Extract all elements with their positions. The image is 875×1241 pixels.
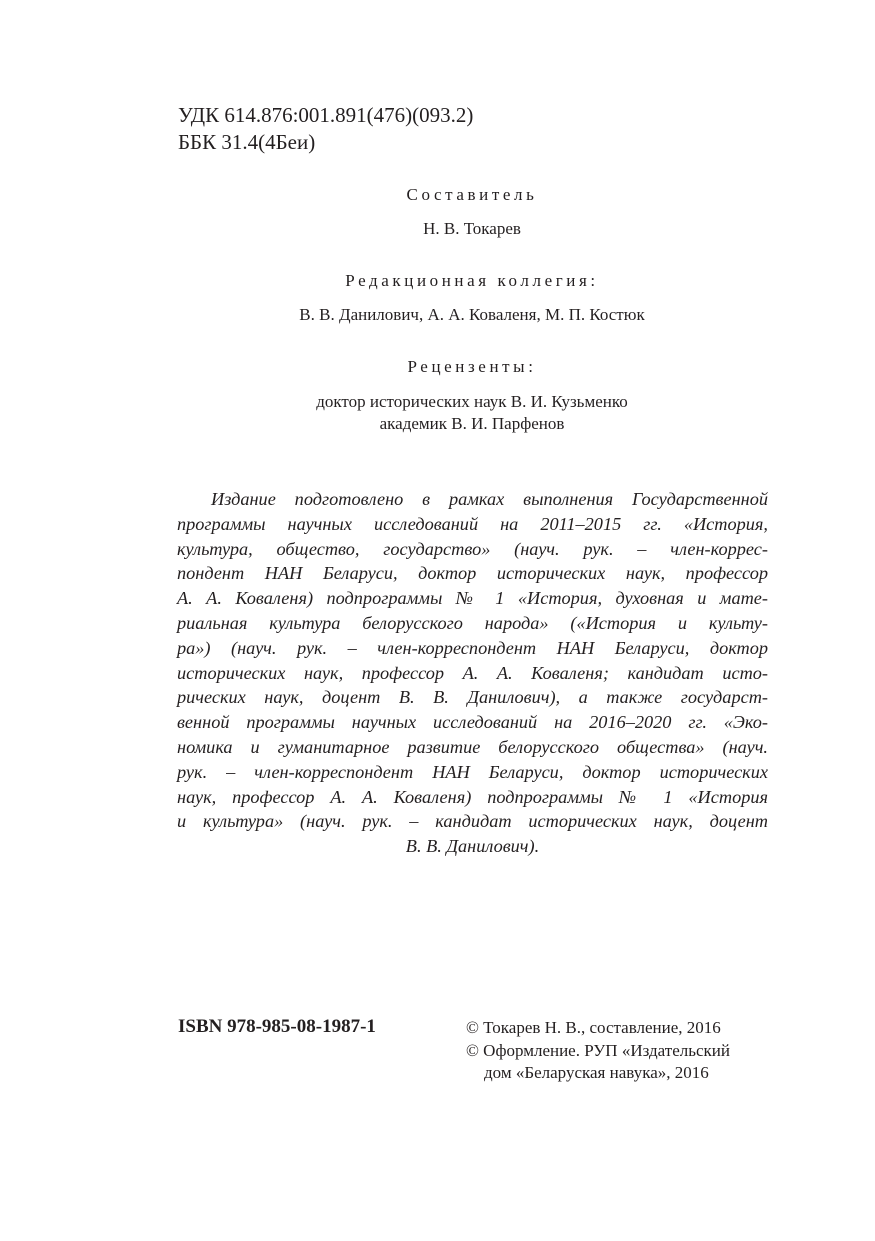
compiler-name: Н. В. Токарев — [423, 219, 521, 238]
edition-note-line: и культура» (науч. рук. – кандидат исторических наук, доцент — [177, 811, 768, 832]
copyright-line: дом «Беларуская навука», 2016 — [484, 1063, 709, 1082]
edition-note-line: риальная культура белорусского народа» («История и культу- — [177, 612, 768, 633]
reviewer-line: академик В. И. Парфенов — [379, 414, 565, 433]
copyright-line: © Токарев Н. В., составление, 2016 — [466, 1018, 721, 1037]
edition-note-line: пондент НАН Беларуси, доктор исторических наук, профессор — [177, 563, 768, 584]
edition-note-line: номика и гуманитарное развитие белорусского общества» (науч. — [177, 736, 768, 757]
reviewers-heading: Рецензенты: — [407, 357, 537, 376]
editorial-board-names: В. В. Данилович, А. А. Коваленя, М. П. Костюк — [299, 305, 645, 324]
edition-note-line: культура, общество, государство» (науч. рук. – член-коррес- — [177, 538, 768, 559]
edition-note-line: Издание подготовлено в рамках выполнения Государственной — [211, 489, 768, 509]
copyright-notices — [466, 1017, 730, 1085]
classification-codes — [178, 102, 473, 156]
copyright-line: © Оформление. РУП «Издательский — [466, 1040, 730, 1060]
udk-code: УДК 614.876:001.891(476)(093.2) — [178, 103, 474, 127]
compiler-heading: Составитель — [406, 185, 538, 204]
edition-note-line: В. В. Данилович). — [405, 836, 540, 857]
edition-note — [177, 487, 768, 859]
edition-note-line: программы научных исследований на 2011–2015 гг. «История, — [177, 513, 768, 534]
reviewers-list — [178, 391, 766, 435]
editorial-board-heading: Редакционная коллегия: — [345, 271, 599, 290]
reviewer-line: доктор исторических наук В. И. Кузьменко — [316, 392, 628, 411]
edition-note-line: рук. – член-корреспондент НАН Беларуси, доктор исторических — [177, 761, 768, 782]
edition-note-line: наук, профессор А. А. Коваленя) подпрограммы № 1 «История — [177, 786, 768, 807]
edition-note-line: венной программы научных исследований на 2016–2020 гг. «Эко- — [177, 712, 768, 733]
bbk-code: ББК 31.4(4Беи) — [178, 130, 316, 154]
edition-note-line: А. А. Коваленя) подпрограммы № 1 «История, духовная и мате- — [177, 588, 768, 609]
edition-note-line: рических наук, доцент В. В. Данилович), а также государст- — [177, 687, 768, 708]
edition-note-line: ра») (науч. рук. – член-корреспондент НАН Беларуси, доктор — [177, 637, 768, 658]
isbn-number: ISBN 978-985-08-1987-1 — [178, 1016, 376, 1037]
edition-note-line: исторических наук, профессор А. А. Коваленя; кандидат исто- — [177, 662, 768, 683]
